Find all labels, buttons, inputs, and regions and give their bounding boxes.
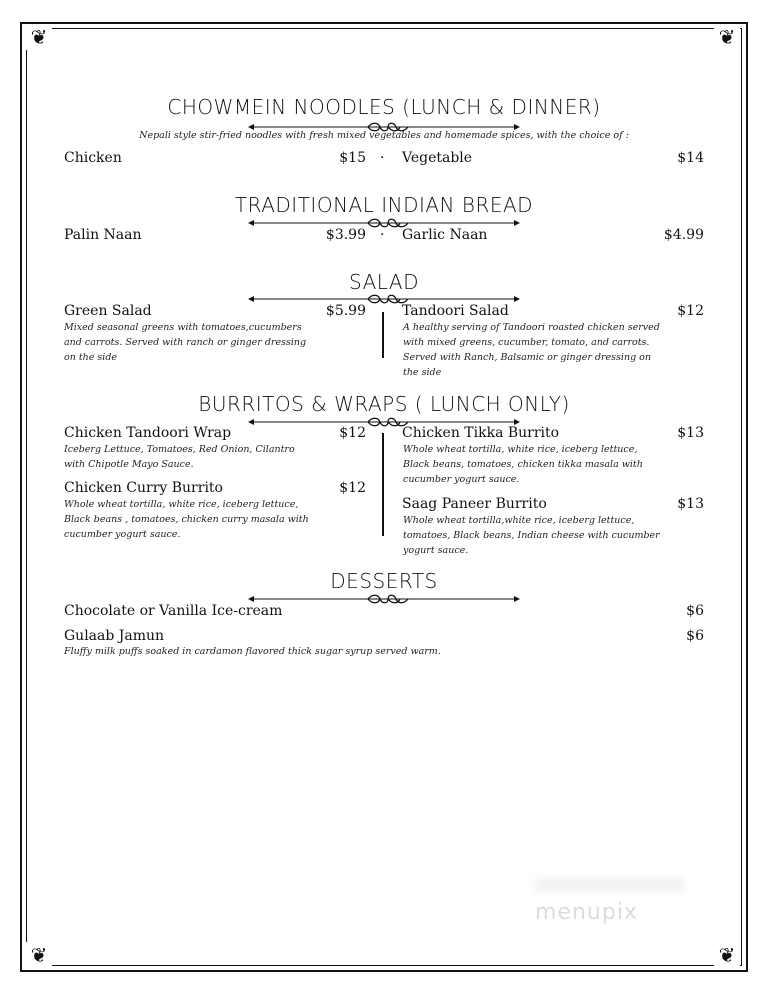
menu-item-name: Garlic Naan bbox=[402, 227, 488, 243]
menu-item-description: Fluffy milk puffs soaked in cardamon flavored thick sugar syrup served warm. bbox=[64, 646, 441, 657]
corner-ornament-icon: ❦ bbox=[26, 24, 52, 50]
section-intro-chowmein: Nepali style stir-fried noodles with fresh mixed vegetables and homemade spices, with the choice of : bbox=[139, 130, 629, 141]
separator-dot: · bbox=[380, 227, 385, 243]
menu-item-price: $12 bbox=[339, 425, 366, 441]
watermark-logo: menupix bbox=[535, 900, 638, 925]
section-title-bread: TRADITIONAL INDIAN BREAD bbox=[234, 193, 534, 217]
menu-item-description: Mixed seasonal greens with tomatoes,cucumbers and carrots. Served with ranch or ginger dressing on the side bbox=[64, 322, 307, 363]
menu-item-price: $13 bbox=[677, 425, 704, 441]
menu-item-price: $13 bbox=[677, 496, 704, 512]
menu-item-name: Chocolate or Vanilla Ice-cream bbox=[64, 603, 283, 619]
menu-item-description: Whole wheat tortilla,white rice, iceberg lettuce, tomatoes, Black beans, Indian cheese with cucumber yogurt sauce. bbox=[403, 515, 660, 556]
menu-item-name: Chicken Tikka Burrito bbox=[402, 425, 560, 441]
menu-item-name: Saag Paneer Burrito bbox=[402, 496, 547, 512]
menu-item-price: $5.99 bbox=[325, 303, 366, 319]
menu-item-name: Tandoori Salad bbox=[402, 303, 509, 319]
menu-item-name: Chicken bbox=[64, 150, 122, 166]
menu-item-name: Green Salad bbox=[64, 303, 152, 319]
menu-item-description: A healthy serving of Tandoori roasted chicken served with mixed greens, cucumber, tomato, and carrots. Served with Ranch, Balsamic or ginger dressing on the side bbox=[403, 322, 660, 378]
menu-item-name: Chicken Curry Burrito bbox=[64, 480, 223, 496]
menu-item-price: $14 bbox=[677, 150, 704, 166]
menu-item-price: $15 bbox=[339, 150, 366, 166]
separator-dot: · bbox=[380, 150, 385, 166]
corner-ornament-icon: ❦ bbox=[714, 942, 740, 968]
ornament-divider bbox=[248, 594, 520, 604]
section-title-chowmein: CHOWMEIN NOODLES (LUNCH & DINNER) bbox=[167, 95, 601, 119]
menu-item-name: Vegetable bbox=[402, 150, 473, 166]
menu-item-name: Gulaab Jamun bbox=[64, 628, 165, 644]
column-divider bbox=[382, 433, 384, 536]
menu-item-price: $6 bbox=[686, 603, 704, 619]
section-title-salad: SALAD bbox=[349, 270, 419, 294]
watermark-shadow bbox=[535, 878, 685, 892]
menu-item-description: Whole wheat tortilla, white rice, iceberg lettuce, Black beans, tomatoes, chicken tikka masala with cucumber yogurt sauce. bbox=[403, 444, 643, 485]
column-divider bbox=[382, 312, 384, 358]
section-title-burritos: BURRITOS & WRAPS ( LUNCH ONLY) bbox=[198, 392, 570, 416]
menu-item-price: $4.99 bbox=[663, 227, 704, 243]
menu-item-name: Palin Naan bbox=[64, 227, 142, 243]
menu-item-description: Iceberg Lettuce, Tomatoes, Red Onion, Cilantro with Chipotle Mayo Sauce. bbox=[64, 444, 295, 470]
menu-item-name: Chicken Tandoori Wrap bbox=[64, 425, 232, 441]
menu-item-description: Whole wheat tortilla, white rice, iceberg lettuce, Black beans , tomatoes, chicken curry masala with cucumber yogurt sauce. bbox=[64, 499, 309, 540]
menu-item-price: $12 bbox=[339, 480, 366, 496]
corner-ornament-icon: ❦ bbox=[26, 942, 52, 968]
menu-item-price: $3.99 bbox=[325, 227, 366, 243]
section-title-desserts: DESSERTS bbox=[330, 569, 438, 593]
menu-item-price: $6 bbox=[686, 628, 704, 644]
menu-item-price: $12 bbox=[677, 303, 704, 319]
corner-ornament-icon: ❦ bbox=[714, 24, 740, 50]
